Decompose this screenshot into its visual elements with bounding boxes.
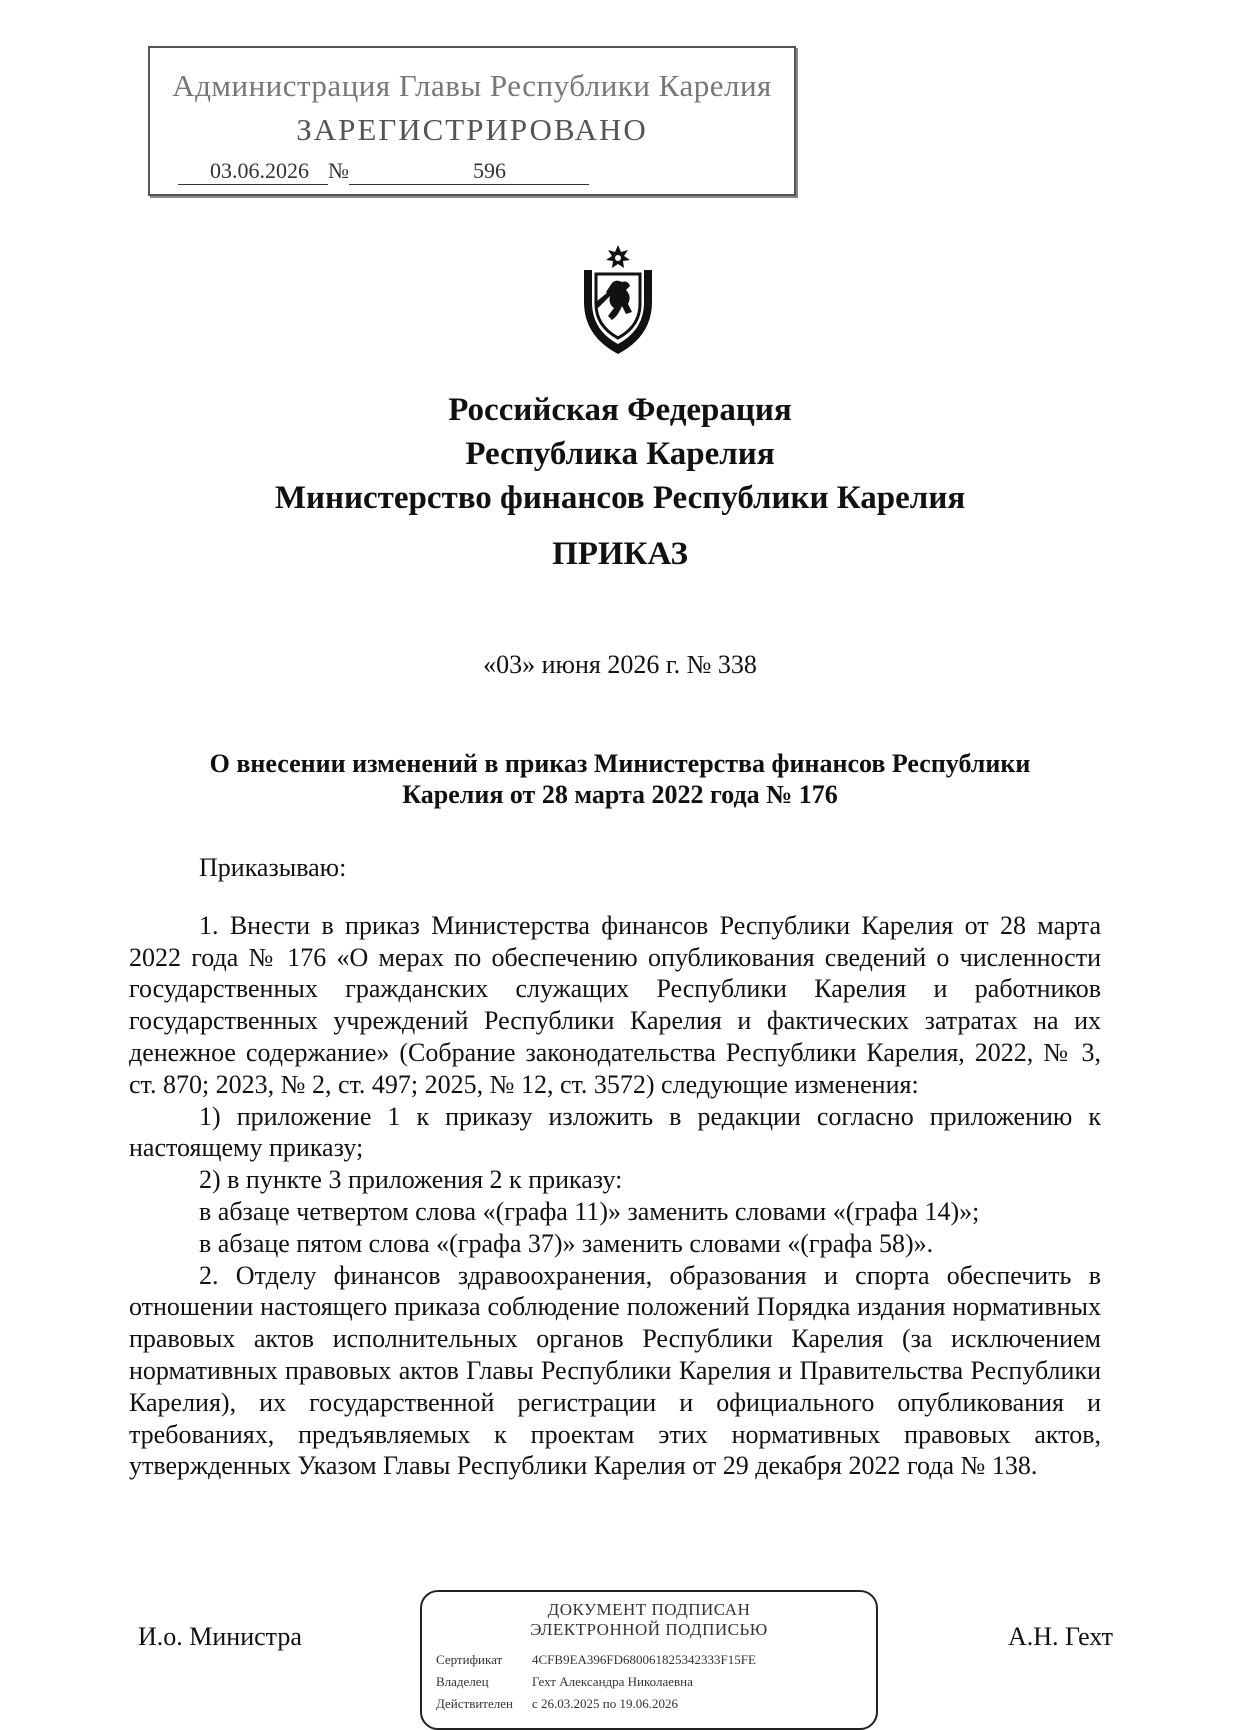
esign-title-line2: ЭЛЕКТРОННОЙ ПОДПИСЬЮ bbox=[530, 1620, 768, 1639]
registration-number-sign: № bbox=[328, 158, 349, 183]
registration-stamp bbox=[148, 46, 796, 196]
esign-owner-value: Гехт Александра Николаевна bbox=[532, 1674, 693, 1689]
registration-date: 03.06.2026 bbox=[178, 158, 328, 185]
coat-of-arms-icon bbox=[570, 244, 666, 356]
body-paragraph-2: 1) приложение 1 к приказу изложить в редакции согласно приложению к настоящему приказу; bbox=[129, 1101, 1101, 1163]
issuer-header bbox=[0, 388, 1240, 520]
registration-number: 596 bbox=[349, 158, 589, 185]
body-paragraph-1: 1. Внести в приказ Министерства финансов Республики Карелия от 28 марта 2022 года № 176 «О мерах по обеспечению опубликования сведений о численности государственных гражданских служащих Республики Карелия и работников государственных учреждений Республики Карелия и фактических затратах на их денежное содержание» (Собрание законодательства Республики Карелия, 2022, № 3, ст. 870; 2023, № 2, ст. 497; 2025, № 12, ст. 3572) следующие изменения: bbox=[129, 910, 1101, 1099]
electronic-signature-stamp bbox=[420, 1590, 878, 1730]
body-paragraph-4: в абзаце четвертом слова «(графа 11)» заменить словами «(графа 14)»; bbox=[199, 1196, 980, 1226]
order-subject bbox=[150, 748, 1090, 810]
header-ministry: Министерство финансов Республики Карелия bbox=[274, 480, 966, 516]
esign-owner bbox=[436, 1674, 862, 1690]
esign-validity-label: Действителен bbox=[436, 1696, 513, 1711]
document-body bbox=[129, 852, 1101, 1482]
esign-validity-value: с 26.03.2025 по 19.06.2026 bbox=[532, 1696, 678, 1711]
esign-owner-label: Владелец bbox=[436, 1674, 489, 1689]
body-paragraph-6: 2. Отделу финансов здравоохранения, образования и спорта обеспечить в отношении настоящего приказа соблюдение положений Порядка издания нормативных правовых актов исполнительных органов Республики Карелия (за исключением нормативных правовых актов Главы Республики Карелия и Правительства Республики Карелия), их государственной регистрации и официального опубликования и требованиях, предъявляемых к проектам этих нормативных правовых актов, утвержденных Указом Главы Республики Карелия от 29 декабря 2022 года № 138. bbox=[129, 1260, 1101, 1481]
esign-validity bbox=[436, 1696, 862, 1712]
esign-certificate-value: 4CFB9EA396FD680061825342333F15FE bbox=[532, 1652, 756, 1667]
signatory-name: А.Н. Гехт bbox=[1008, 1622, 1114, 1651]
header-country: Российская Федерация bbox=[448, 392, 792, 428]
order-date-number: «03» июня 2026 г. № 338 bbox=[483, 650, 757, 679]
document-title: ПРИКАЗ bbox=[552, 536, 688, 572]
order-subject-line1: О внесении изменений в приказ Министерства финансов Республики bbox=[209, 749, 1031, 778]
order-subject-line2: Карелия от 28 марта 2022 года № 176 bbox=[402, 780, 838, 809]
header-region: Республика Карелия bbox=[465, 436, 775, 472]
esign-title-line1: ДОКУМЕНТ ПОДПИСАН bbox=[547, 1600, 751, 1619]
esign-certificate-label: Сертификат bbox=[436, 1652, 503, 1667]
body-paragraph-3: 2) в пункте 3 приложения 2 к приказу: bbox=[199, 1165, 623, 1195]
body-paragraph-5: в абзаце пятом слова «(графа 37)» заменить словами «(графа 58)». bbox=[199, 1228, 934, 1258]
signatory-role: И.о. Министра bbox=[138, 1622, 302, 1651]
esign-certificate bbox=[436, 1652, 862, 1668]
registration-authority: Администрация Главы Республики Карелия bbox=[172, 68, 772, 103]
body-intro: Приказываю: bbox=[199, 853, 347, 882]
registration-status: ЗАРЕГИСТРИРОВАНО bbox=[296, 112, 648, 147]
registration-details bbox=[178, 158, 589, 185]
